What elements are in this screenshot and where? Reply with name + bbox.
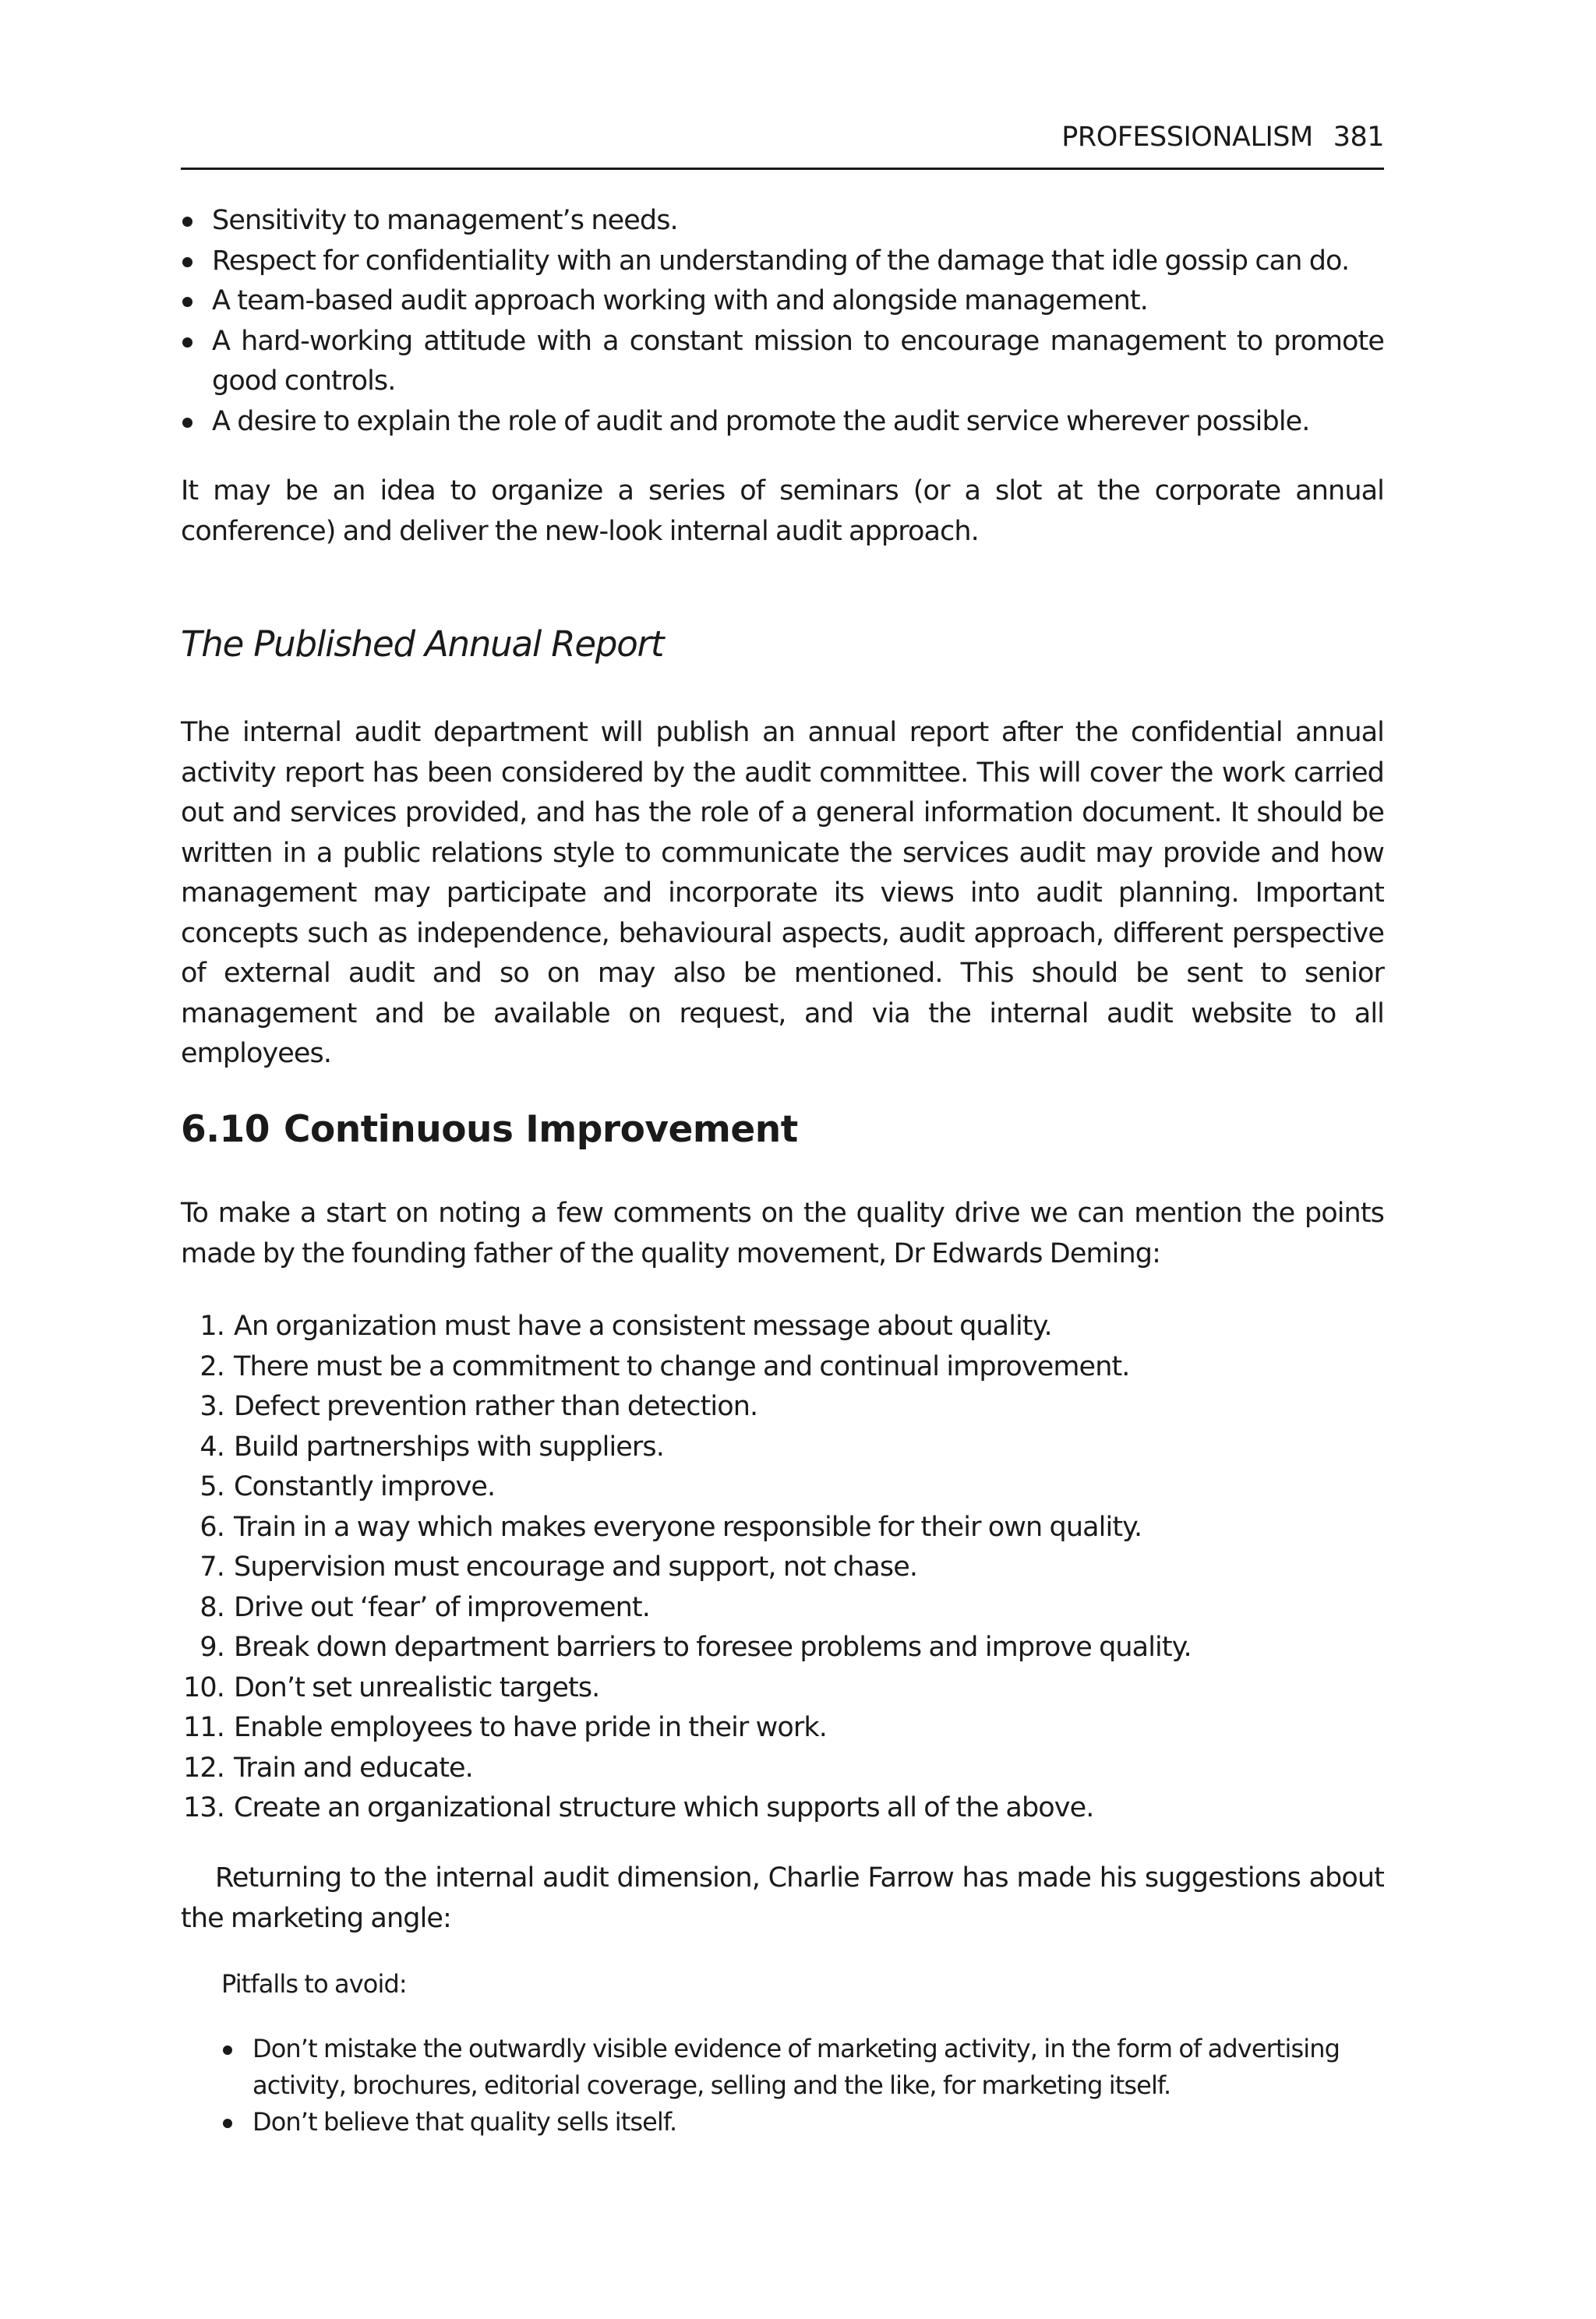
book-page: [181, 0, 1384, 2319]
pitfalls-label: Pitfalls to avoid:: [221, 1969, 407, 1999]
running-head-title: PROFESSIONALISM: [1061, 122, 1313, 153]
section-title: Continuous Improvement: [283, 1108, 798, 1151]
published-report-paragraph: The internal audit department will publish an annual report after the confidential annual activity report has been considered by the audit committee. This will cover the work carried out and services provided, and has the role of a general information document. It should be written in a public relations style to communicate the services audit may provide and how management may participate and incorporate its views into audit planning. Important concepts such as independence, behavioural aspects, audit approach, different perspective of external audit and so on may also be mentioned. This should be sent to senior management and be available on request, and via the internal audit website to all employees.: [181, 717, 1384, 1069]
list-item: 1. An organization must have a consistent message about quality.: [200, 1311, 1052, 1342]
list-item: 11. Enable employees to have pride in their work.: [183, 1712, 827, 1743]
list-item: A team-based audit approach working with and alongside management.: [181, 281, 1384, 322]
list-item: Don’t believe that quality sells itself.: [221, 2104, 1344, 2141]
bullet-icon: [223, 2119, 232, 2128]
list-item: A hard-working attitude with a constant mission to encourage management to promote good controls.: [181, 322, 1384, 402]
list-item: Respect for confidentiality with an understanding of the damage that idle gossip can do.: [181, 242, 1384, 282]
list-item: 8. Drive out ‘fear’ of improvement.: [200, 1591, 650, 1623]
list-item: 5. Constantly improve.: [200, 1471, 496, 1502]
list-item: 7. Supervision must encourage and support, not chase.: [200, 1551, 918, 1583]
bullet-icon: [182, 337, 192, 348]
list-item: 3. Defect prevention rather than detection.: [200, 1391, 758, 1422]
page-number: 381: [1333, 122, 1384, 153]
list-item: Sensitivity to management’s needs.: [181, 201, 1384, 242]
list-item: 2. There must be a commitment to change and continual improvement.: [200, 1350, 1130, 1382]
list-item: 12. Train and educate.: [183, 1752, 473, 1784]
list-item: 13. Create an organizational structure which supports all of the above.: [183, 1792, 1094, 1823]
list-item: 6. Train in a way which makes everyone responsible for their own quality.: [200, 1511, 1142, 1543]
seminar-paragraph: It may be an idea to organize a series of seminars (or a slot at the corporate annual conference) and deliver the new-look internal audit approach.: [181, 475, 1384, 547]
list-item: 10. Don’t set unrealistic targets.: [183, 1671, 600, 1703]
farrow-paragraph: Returning to the internal audit dimension, Charlie Farrow has made his suggestions about the marketing angle:: [181, 1862, 1384, 1934]
bullet-icon: [182, 418, 192, 428]
bullet-icon: [182, 297, 192, 307]
published-report-heading: The Published Annual Report: [181, 623, 664, 665]
running-head: [1061, 122, 1384, 153]
list-item: 9. Break down department barriers to foresee problems and improve quality.: [200, 1632, 1192, 1663]
deming-points-list: [181, 1307, 1384, 1829]
pitfalls-bullet-list: [221, 2031, 1344, 2141]
list-item: 4. Build partnerships with suppliers.: [200, 1431, 664, 1463]
qualities-bullet-list: [181, 201, 1384, 442]
list-item: Don’t mistake the outwardly visible evidence of marketing activity, in the form of advertising activity, brochures, editorial coverage, selling and the like, for marketing itself.: [221, 2031, 1344, 2104]
bullet-icon: [223, 2045, 232, 2055]
list-item: A desire to explain the role of audit and promote the audit service wherever possible.: [181, 402, 1384, 443]
deming-intro-paragraph: To make a start on noting a few comments on the quality drive we can mention the points made by the founding father of the quality movement, Dr Edwards Deming:: [181, 1198, 1384, 1269]
section-number: 6.10: [181, 1108, 270, 1151]
continuous-improvement-heading: [181, 1108, 798, 1151]
header-rule: [181, 168, 1384, 170]
bullet-icon: [182, 217, 192, 227]
bullet-icon: [182, 257, 192, 267]
